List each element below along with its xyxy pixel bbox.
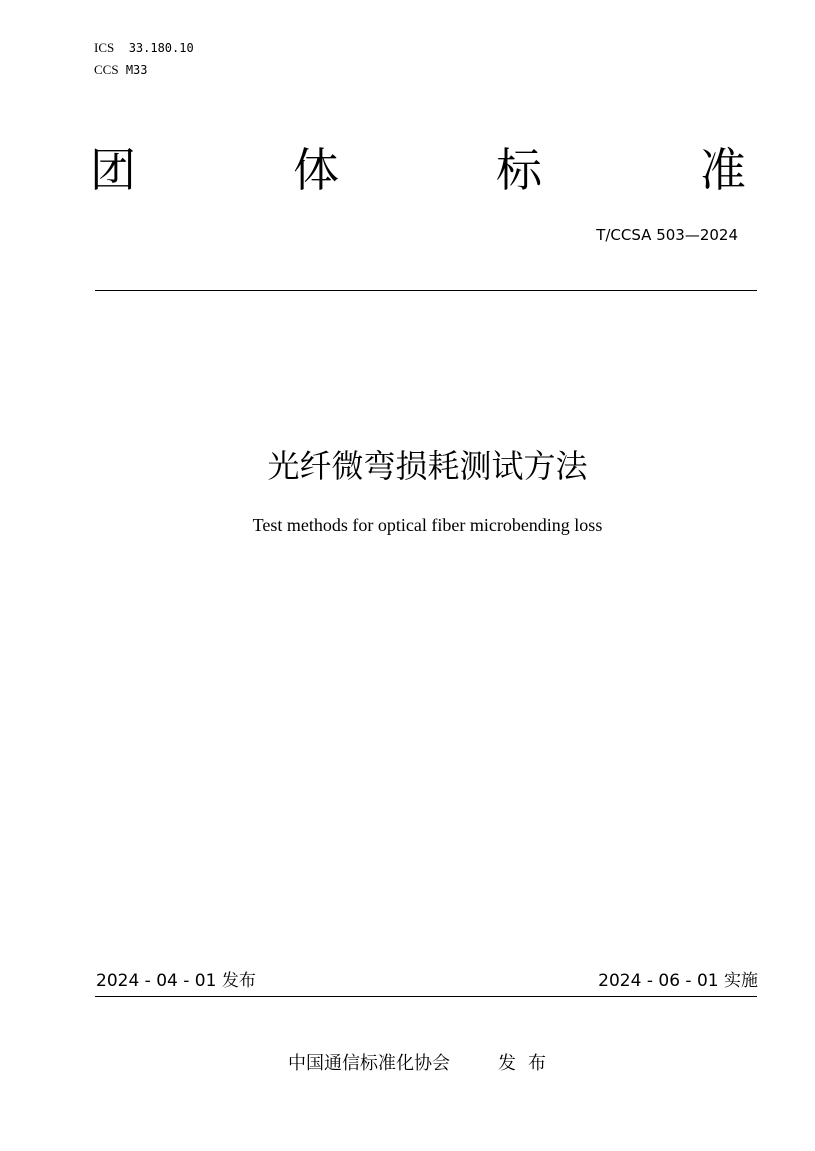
ccs-label: CCS <box>94 62 119 77</box>
issue-date: 2024 - 04 - 01 发布 <box>96 971 256 991</box>
ccs-value: M33 <box>125 63 148 77</box>
document-title-chinese: 光纤微弯损耗测试方法 <box>267 447 588 485</box>
standard-type-char-2: 体 <box>293 143 339 197</box>
implementation-date: 2024 - 06 - 01 实施 <box>598 971 758 991</box>
footer-divider <box>95 996 757 997</box>
publish-label: 发布 <box>498 1053 558 1074</box>
standard-type-char-1: 团 <box>90 143 136 197</box>
header-divider <box>95 290 757 291</box>
standard-number: T/CCSA 503—2024 <box>596 226 738 244</box>
standard-type-char-4: 准 <box>700 143 746 197</box>
ics-code <box>94 41 194 55</box>
ics-label: ICS <box>94 40 115 55</box>
publisher-name: 中国通信标准化协会 <box>288 1053 450 1074</box>
standard-type-char-3: 标 <box>496 143 542 197</box>
ics-value: 33.180.10 <box>128 41 194 55</box>
ccs-code <box>94 63 148 77</box>
document-title-english: Test methods for optical fiber microbending loss <box>252 515 603 535</box>
